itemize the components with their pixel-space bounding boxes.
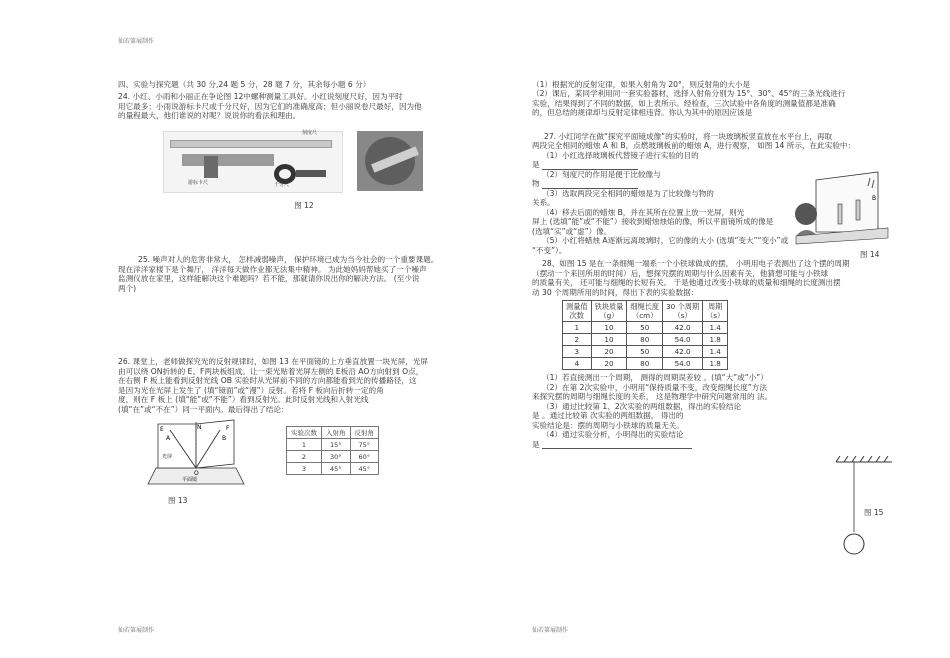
svg-text:F: F (226, 425, 230, 433)
table-cell: 75° (350, 439, 379, 451)
q28c-line-1: （1）若直接测出一个周期， 测得的周期误差较 。(填“大”或“小”） (542, 373, 768, 383)
table-cell: 1.8 (703, 334, 728, 346)
table-cell: 1.4 (703, 346, 728, 358)
figure-15-caption: 图 15 (864, 508, 884, 517)
table-cell: 30° (322, 451, 351, 463)
table-cell: 4 (563, 358, 592, 370)
q26c-line-1: （1）根据光的反射定律，如果入射角为 20°，则反射角的大小是 (532, 80, 751, 89)
q26c-line-3: 实验，结果得到了不同的数据，如上表所示。经检查，三次试验中各角度的测量值都是准确 (532, 98, 836, 108)
q28c-line-3: 来探究摆的周期与细绳长度的关系， 这是物理学中研究问题常用的 法。 (532, 392, 773, 402)
answer-blank[interactable] (542, 440, 692, 449)
q28c-line-6: 实验结论是：摆的周期与小铁球的质量无关。 (532, 420, 684, 430)
q26c-line-2: （2）课后，某同学利用同一套实验器材，选择入射角分别为 15°、30°、45°的三条光线进行 (532, 89, 846, 99)
table-cell: 2 (563, 334, 592, 346)
table-cell: 10 (591, 334, 627, 346)
caliper-label: 游标卡尺 (188, 179, 209, 186)
q26-line-5: 度，则在 F 板上 (填“能”或“不能”）看到反射光。此时反射光线和入射光线 (118, 395, 369, 405)
tape-measure-photo (357, 131, 423, 191)
page-header: 仙若第展制作 (118, 38, 155, 45)
q24-line-2: 用它最多；小雨说游标卡尺或千分尺好，因为它们的准确度高；但小丽说卷尺最好，因为他 (118, 101, 422, 111)
table-cell: 10 (591, 322, 627, 334)
figure-15 (834, 456, 894, 576)
q27-answer-prefix: 物 (532, 179, 540, 189)
table-cell: 1 (563, 322, 592, 334)
q26c-line-4: 的，但总结的规律却与反射定律相违背。你认为其中的原因应该是 (532, 108, 753, 118)
svg-text:E: E (160, 426, 164, 434)
reflection-angle-table (286, 426, 379, 475)
q27-line-7: （3）选取两段完全相同的蜡烛是为了比较像与物的 (542, 188, 714, 198)
table-row (563, 358, 728, 370)
table-cell: 2 (287, 451, 322, 463)
q26-line-1: 26. 课堂上，老师做探究光的反射规律时，如图 13 在平面镜的上方垂直放置一块光屏，光屏 (118, 357, 428, 367)
right-column (532, 80, 886, 449)
table-cell: 1 (287, 439, 322, 451)
table-cell: 80 (627, 334, 663, 346)
table-row (563, 346, 728, 358)
q27-line-9: （4）移去后面的蜡烛 B，并在其所在位置上放一光屏，则光 (542, 207, 745, 217)
q25-line-2: 现在洋洋家楼下是个舞厅， 洋洋每天做作业都无法集中精神。 为此她妈妈帮她买了一个噪声 (118, 264, 427, 274)
table-row (287, 439, 379, 451)
table-cell: 20 (591, 358, 627, 370)
table-header: 反射角 (350, 427, 379, 439)
pendulum-data-table (562, 300, 728, 370)
figure-14 (794, 170, 890, 260)
table-cell: 3 (563, 346, 592, 358)
answer-blank[interactable] (542, 180, 638, 189)
figure-13-caption: 图 13 (168, 496, 188, 506)
q28-line-4: 动 30 个周期所用的时间，得出下表的实验数据： (532, 287, 699, 297)
table-row (563, 334, 728, 346)
table-cell: 20 (591, 346, 627, 358)
q27-line-13: “不变”）。 (532, 245, 567, 255)
q27-answer-prefix: 是 (532, 160, 540, 170)
micrometer-label: 千分尺 (274, 181, 290, 188)
table-cell: 54.0 (663, 358, 703, 370)
q27-line-12: （5）小红将蜡烛 A逐渐远离玻璃时，它的像的大小 (选填“变大”“变小”或 (542, 236, 789, 246)
q27-line-4 (532, 160, 886, 169)
q25-line-3: 监测仪放在家里，这样能解决这个难题吗？若不能，那就请你说出你的解决方法。 (至少说 (118, 274, 420, 284)
table-cell: 80 (627, 358, 663, 370)
ruler-tools-photo (163, 131, 343, 193)
q26-line-4: 是因为光在光屏上发生了 (填“镜面”或“漫”）反射。若将 F 板向后折转一定的角 (118, 385, 384, 395)
table-cell: 45° (322, 463, 351, 475)
q28c-line-2: （2）在第 2次实验中，小明用“保持质量不变，改变细绳长度”方法 (542, 382, 767, 392)
page-footer: 仙若第展制作 (118, 627, 155, 634)
q26-line-3: 在右侧 F 板上能看到反射光线 OB 实验时从光屏前不同的方向都能看到光的传播路径，这 (118, 376, 417, 386)
table-row (287, 451, 379, 463)
table-cell: 50 (627, 346, 663, 358)
svg-text:O: O (194, 470, 199, 478)
q27-line-8: 关系。 (532, 198, 555, 208)
q27-line-10: 屏上 (选填“能”或“不能”）接收到蜡烛烛焰的像，所以平面镜所成的像是 (532, 217, 774, 227)
figure-13-diagram (146, 418, 246, 488)
table-cell: 1.8 (703, 358, 728, 370)
q28-line-2: （摆动一个来回所用的时间）后，想探究摆的周期与什么因素有关，他猜想可能与小铁球 (532, 268, 829, 278)
ruler-label: 刻度尺 (302, 129, 318, 136)
table-header: 铁块质量 （g） (591, 301, 627, 322)
figure-12 (163, 131, 423, 191)
table-cell: 3 (287, 463, 322, 475)
table-header: 细绳长度 （cm） (627, 301, 663, 322)
q28-line-1: 28、如图 15 是在一条细绳一端系一个小铁球做成的摆， 小明用电子表测出了这个摆的周期 (542, 259, 850, 269)
table-row (563, 322, 728, 334)
left-column (118, 80, 490, 506)
q28c-line-5: 是 。通过比较第 次实验的两组数据， 得出的 (532, 411, 684, 421)
figure-14-caption: 图 14 (860, 250, 880, 259)
table-header: 测量值 次数 (563, 301, 592, 322)
table-cell: 15° (322, 439, 351, 451)
q24-line-3: 的量程最大，他们谁说的对呢？说说你的看法和理由。 (118, 111, 301, 121)
q26-line-2: 由可以绕 ON折转的 E、F两块板组成。让一束光贴着光屏左侧的 E板沿 AO方向射到 O点， (118, 366, 424, 376)
q27-line-2: 两段完全相同的蜡烛 A 和 B，点燃玻璃板前的蜡烛 A，进行观察， 如图 14 所示，在此实验中： (532, 141, 856, 151)
svg-text:光屏: 光屏 (162, 454, 173, 461)
figure-13-area (118, 418, 490, 506)
q28c-line-4: （3）通过比较第 1、2次实验的两组数据，得出的实验结论 (542, 401, 742, 411)
table-header: 30 个周期 （s） (663, 301, 703, 322)
svg-text:A: A (166, 435, 171, 443)
q27-line-5: （2）刻度尺的作用是便于比较像与 (542, 169, 661, 179)
q27-line-3: （1）小红选择玻璃板代替镜子进行实验的目的 (542, 150, 699, 160)
table-header: 实验次数 (287, 427, 322, 439)
table-row (287, 463, 379, 475)
svg-text:B: B (872, 195, 877, 202)
q28c-line-7: （4）通过实验分析，小明得出的实验结论 (542, 430, 684, 440)
table-cell: 42.0 (663, 322, 703, 334)
q27-line-11: (选填“实”或“虚”）像。 (532, 226, 612, 236)
q28-answer-prefix: 是 (532, 439, 540, 449)
q28-line-3: 的质量有关， 还可能与细绳的长短有关。 于是他通过改变小铁球的质量和细绳的长度测出摆 (532, 278, 841, 288)
table-cell: 45° (350, 463, 379, 475)
table-header: 入射角 (322, 427, 351, 439)
figure-14-illustration (794, 170, 890, 250)
q25-line-1: 25. 噪声对人的危害非常大， 怎样减弱噪声， 保护环境已成为当今社会的一个重要课题。 (138, 255, 439, 265)
table-cell: 54.0 (663, 334, 703, 346)
table-cell: 60° (350, 451, 379, 463)
table-header: 周期 （s） (703, 301, 728, 322)
svg-text:B: B (222, 435, 227, 443)
q24-line-1: 24. 小红、小雨和小丽正在争论图 12中螺种测量工具好。小红说刻度尺好，因为平时 (118, 92, 403, 102)
q27-line-1: 27. 小红同学在做“探究平面镜成像”的实验时，将一块玻璃板竖直放在水平台上，再取 (544, 131, 833, 141)
svg-text:N: N (197, 424, 202, 432)
table-cell: 1.4 (703, 322, 728, 334)
q26-line-6: (填“在”或“不在”）同一平面内。最后得出了结论： (118, 404, 289, 414)
answer-blank[interactable] (542, 161, 638, 170)
svg-text:平面镜: 平面镜 (182, 477, 198, 484)
table-cell: 50 (627, 322, 663, 334)
table-cell: 42.0 (663, 346, 703, 358)
figure-12-caption: 图 12 (294, 200, 314, 210)
page-footer-right: 仙若第展制作 (532, 627, 569, 634)
q28c-line-8 (532, 440, 886, 449)
section-title: 四、实验与探究题（共 30 分,24 题 5 分，28 题 7 分，其余每小题 6 分） (118, 80, 371, 89)
q25-line-4: 两个) (118, 283, 137, 293)
